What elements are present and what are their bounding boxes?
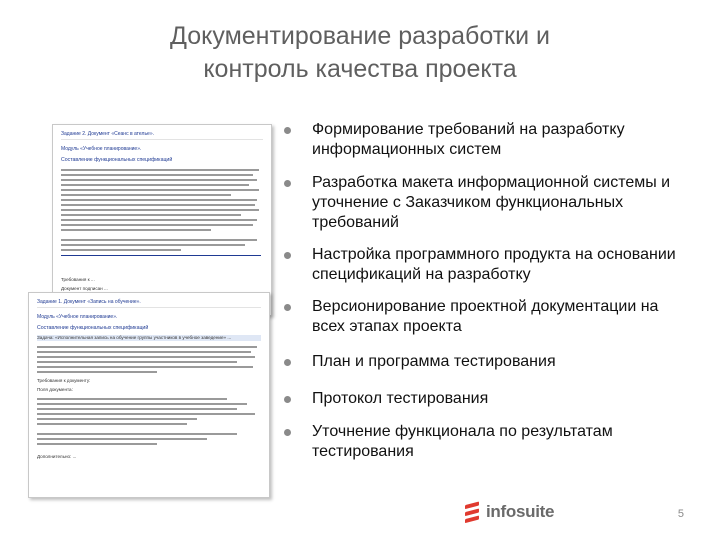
bullet-item: [282, 389, 682, 409]
bullet-item: [282, 245, 682, 285]
document-thumbnail-front: [28, 292, 270, 498]
document-text-lines: [61, 167, 261, 277]
bullet-item: [282, 422, 682, 462]
bullet-dot-icon: [284, 180, 291, 187]
document-paragraph-1: Задача: «Исполнительная запись на обучение группы участников в учебное заведение» ...: [37, 335, 261, 341]
bullet-dot-icon: [284, 127, 291, 134]
bullet-text: Уточнение функционала по результатам тестирования: [312, 423, 613, 460]
bullet-item: [282, 173, 682, 233]
document-header: Задание 1. Документ «Запись на обучение».: [37, 297, 261, 308]
bullet-text: Разработка макета информационной системы и уточнение с Заказчиком функциональных требований: [312, 174, 671, 231]
bullet-text: Формирование требований на разработку информационных систем: [312, 121, 625, 158]
bullet-dot-icon: [284, 396, 291, 403]
page-number: 5: [677, 508, 684, 520]
slide-title-line-2: контроль качества проекта: [203, 55, 517, 83]
infosuite-logo: [462, 500, 554, 524]
document-text-lines: [37, 396, 259, 454]
bullet-dot-icon: [284, 359, 291, 366]
bullet-item: [282, 297, 682, 337]
bullet-item: [282, 352, 682, 372]
document-section: Составление функциональных спецификаций: [37, 325, 149, 331]
bullet-dot-icon: [284, 429, 291, 436]
document-section: Составление функциональных спецификаций: [61, 157, 173, 163]
bullet-text: Версионирование проектной документации на всех этапах проекта: [312, 298, 659, 335]
document-paragraph-3: Поля документа:: [37, 387, 73, 392]
logo-text: infosuite: [486, 502, 555, 521]
slide-title-line-1: Документирование разработки и: [170, 22, 550, 50]
infosuite-logo-icon: [462, 501, 482, 523]
document-footer-1: Документ подписан ...: [61, 286, 108, 291]
bullet-dot-icon: [284, 304, 291, 311]
bullet-text: План и программа тестирования: [312, 353, 556, 370]
bullet-text: Настройка программного продукта на основании спецификаций на разработку: [312, 246, 676, 283]
bullet-dot-icon: [284, 252, 291, 259]
document-thumbnail-back: [52, 124, 272, 316]
bullet-list: [282, 120, 682, 462]
bullet-item: [282, 120, 682, 160]
document-paragraph-4: Дополнительно: ...: [37, 454, 77, 459]
document-text-lines: [37, 344, 259, 378]
document-module: Модуль «Учебное планирование».: [61, 146, 142, 152]
document-module: Модуль «Учебное планирование».: [37, 314, 118, 320]
bullet-text: Протокол тестирования: [312, 390, 489, 407]
document-header: Задание 2. Документ «Сеанс в ателье».: [61, 129, 263, 140]
slide-title: [60, 20, 660, 86]
document-paragraph-2: Требования к документу:: [37, 378, 91, 383]
document-signature: Требования к ...: [61, 277, 95, 282]
